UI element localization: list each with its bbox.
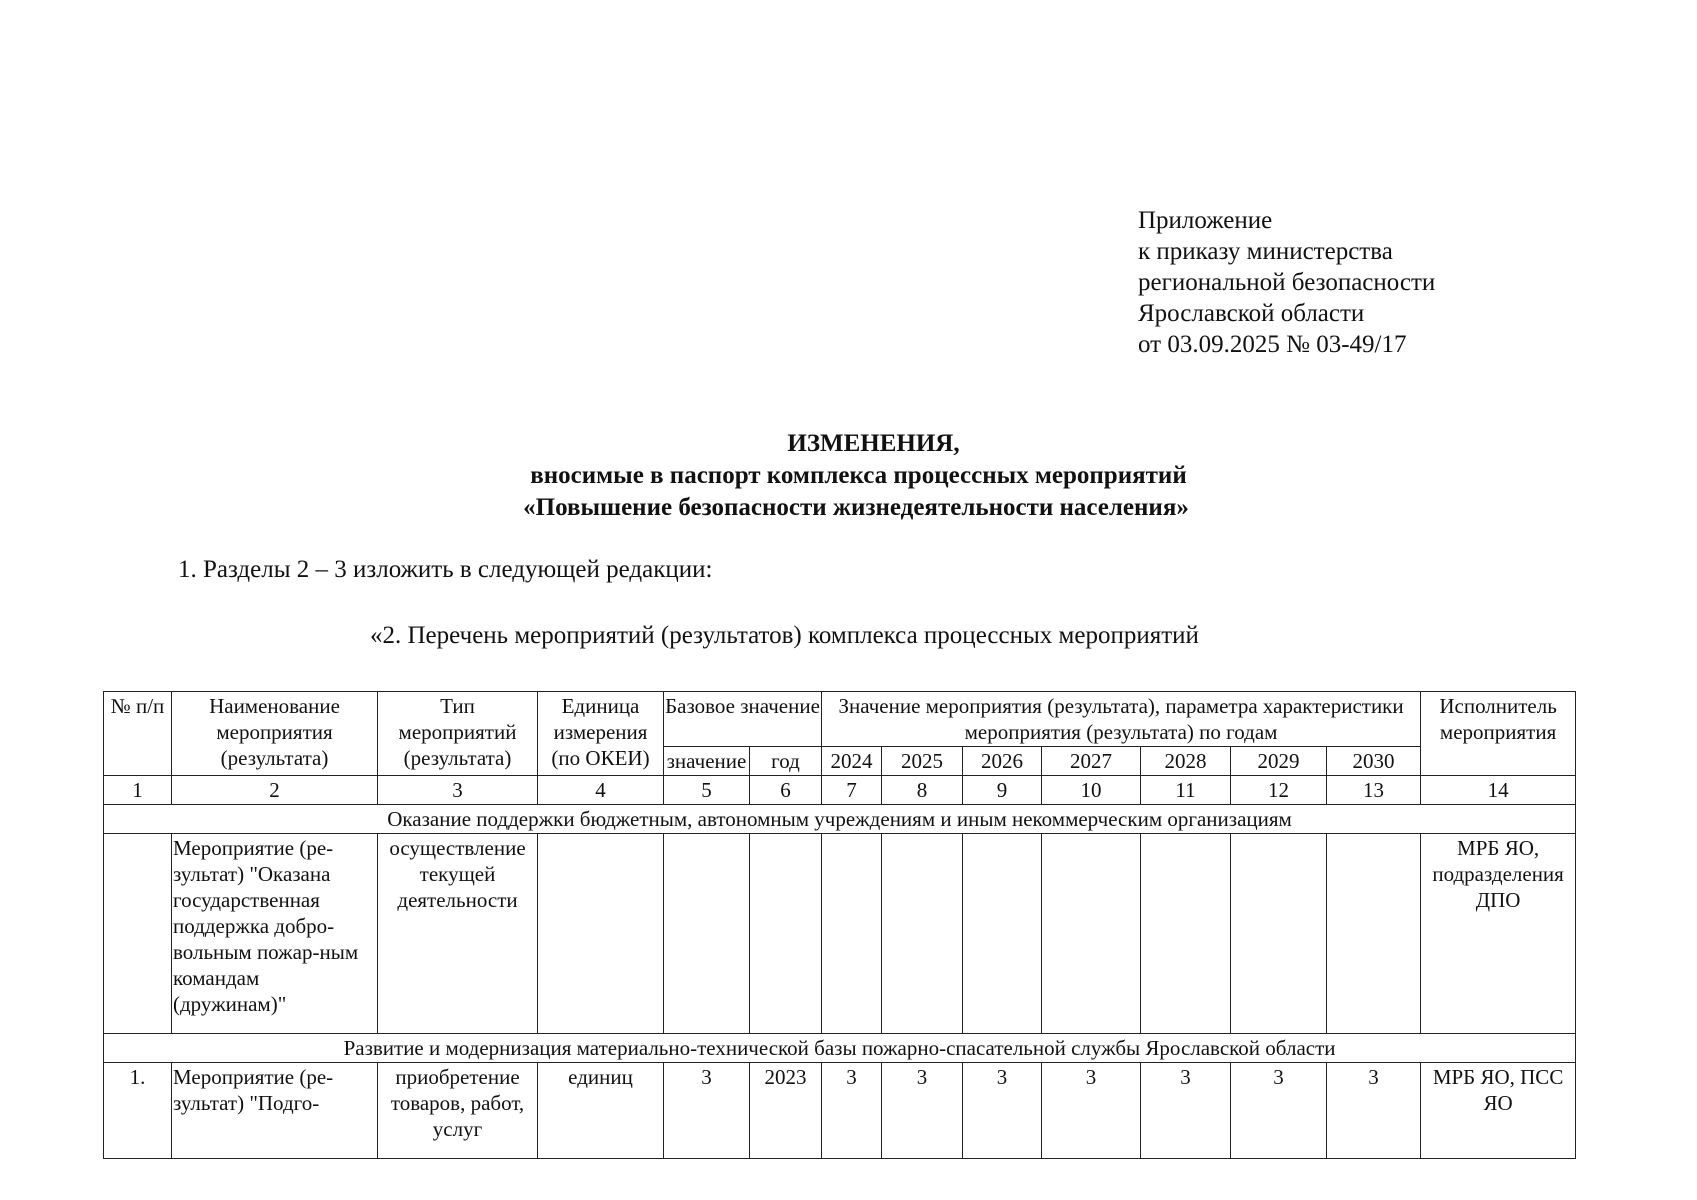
row-base-year xyxy=(750,834,822,1034)
row-base-value: 3 xyxy=(664,1063,750,1159)
section-title: «2. Перечень мероприятий (результатов) комплекса процессных мероприятий xyxy=(370,622,1199,649)
row-value: 3 xyxy=(822,1063,882,1159)
document-title xyxy=(0,428,1697,524)
header-year: 2028 xyxy=(1141,747,1231,776)
col-number: 2 xyxy=(172,776,378,805)
col-number: 13 xyxy=(1327,776,1421,805)
group-row xyxy=(104,1034,1576,1063)
row-value: 3 xyxy=(1327,1063,1421,1159)
row-executor: МРБ ЯО, ПСС ЯО xyxy=(1421,1063,1576,1159)
column-number-row xyxy=(104,776,1576,805)
row-value xyxy=(1141,834,1231,1034)
header-type: Тип мероприятий (результата) xyxy=(378,692,538,776)
row-value: 3 xyxy=(963,1063,1042,1159)
row-value: 3 xyxy=(1042,1063,1141,1159)
header-unit: Единица измерения (по ОКЕИ) xyxy=(538,692,664,776)
row-value xyxy=(963,834,1042,1034)
col-number: 3 xyxy=(378,776,538,805)
col-number: 6 xyxy=(750,776,822,805)
appendix-line: от 03.09.2025 № 03-49/17 xyxy=(1138,331,1407,358)
col-number: 1 xyxy=(104,776,172,805)
col-number: 7 xyxy=(822,776,882,805)
row-name: Мероприятие (ре-зультат) "Подго- xyxy=(172,1063,378,1159)
header-year: 2030 xyxy=(1327,747,1421,776)
header-year: 2025 xyxy=(882,747,963,776)
group-heading: Развитие и модернизация материально-технической базы пожарно-спасательной службы Ярославской области xyxy=(104,1034,1576,1063)
col-number: 5 xyxy=(664,776,750,805)
row-value xyxy=(1042,834,1141,1034)
header-year: 2029 xyxy=(1231,747,1327,776)
row-executor: МРБ ЯО, подразделения ДПО xyxy=(1421,834,1576,1034)
appendix-line: региональной безопасности xyxy=(1138,269,1436,296)
row-base-year: 2023 xyxy=(750,1063,822,1159)
appendix-line: Приложение xyxy=(1138,207,1273,234)
title-line-2: вносимые в паспорт комплекса процессных мероприятий xyxy=(530,462,1187,489)
table-header-row xyxy=(104,692,1576,747)
row-unit xyxy=(538,834,664,1034)
col-number: 8 xyxy=(882,776,963,805)
col-number: 14 xyxy=(1421,776,1576,805)
appendix-block xyxy=(1138,205,1435,360)
col-number: 10 xyxy=(1042,776,1141,805)
row-value xyxy=(1327,834,1421,1034)
row-value: 3 xyxy=(882,1063,963,1159)
col-number: 11 xyxy=(1141,776,1231,805)
header-year: 2027 xyxy=(1042,747,1141,776)
header-values: Значение мероприятия (результата), параметра характеристики мероприятия (результата) по годам xyxy=(822,692,1421,747)
col-number: 4 xyxy=(538,776,664,805)
row-value: 3 xyxy=(1141,1063,1231,1159)
row-unit: единиц xyxy=(538,1063,664,1159)
title-line-3: «Повышение безопасности жизнедеятельности населения» xyxy=(523,494,1189,521)
header-year: 2024 xyxy=(822,747,882,776)
table-row xyxy=(104,834,1576,1034)
group-row xyxy=(104,805,1576,834)
row-num xyxy=(104,834,172,1034)
appendix-line: к приказу министерства xyxy=(1138,238,1393,265)
row-value xyxy=(882,834,963,1034)
col-number: 12 xyxy=(1231,776,1327,805)
header-num: № п/п xyxy=(104,692,172,776)
header-base-value: значение xyxy=(664,747,750,776)
row-value xyxy=(822,834,882,1034)
title-line-1: ИЗМЕНЕНИЯ, xyxy=(787,430,960,457)
row-num: 1. xyxy=(104,1063,172,1159)
header-base: Базовое значение xyxy=(664,692,822,747)
appendix-line: Ярославской области xyxy=(1138,300,1365,327)
header-year: 2026 xyxy=(963,747,1042,776)
row-value: 3 xyxy=(1231,1063,1327,1159)
row-type: осуществление текущей деятельности xyxy=(378,834,538,1034)
row-value xyxy=(1231,834,1327,1034)
header-executor: Исполнитель мероприятия xyxy=(1421,692,1576,776)
row-base-value xyxy=(664,834,750,1034)
row-name: Мероприятие (ре-зультат) "Оказана государственная поддержка добро-вольным пожар-ным командам (дружинам)" xyxy=(172,834,378,1034)
table-row xyxy=(104,1063,1576,1159)
row-type: приобретение товаров, работ, услуг xyxy=(378,1063,538,1159)
group-heading: Оказание поддержки бюджетным, автономным учреждениям и иным некоммерческим организациям xyxy=(104,805,1576,834)
header-name: Наименование мероприятия (результата) xyxy=(172,692,378,776)
header-base-year: год xyxy=(750,747,822,776)
measures-table xyxy=(103,691,1576,1159)
col-number: 9 xyxy=(963,776,1042,805)
instruction-text: 1. Разделы 2 – 3 изложить в следующей редакции: xyxy=(178,556,713,583)
